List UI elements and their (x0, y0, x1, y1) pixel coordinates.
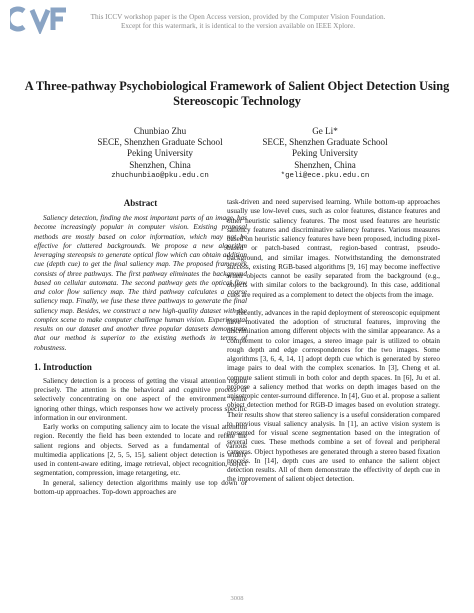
author-name: Chunbiao Zhu (133, 126, 187, 136)
abstract-text: Saliency detection, finding the most important parts of an image, has become increasingly popular in computer vision. Existing proposal methods are mostly based on color information, which may not be effective for cluttered backgrounds. We propose a new algorithm leveraging stereopsis to generate optical flow which can obtain addition cue (depth cue) to get the final saliency map. The proposed framework consists of three pathways. The first pathway eliminates the background based on cellular automata. The second pathway gets the optical flow and color flow saliency map. The third pathway calculates a coarse saliency map. Finally, we fuse these three pathways to generate the final saliency map. Besides, we construct a new high-quality dataset with the complex scene to make computer challenge human vision. Experimental results on our dataset and another three popular datasets demonstrate that our method is superior to the existing methods in terms of robustness. (34, 214, 247, 352)
author-school: SECE, Shenzhen Graduate School (97, 137, 223, 148)
left-column (34, 198, 247, 497)
cvf-logo (10, 4, 86, 34)
right-column (227, 198, 440, 485)
page-number: 3008 (230, 595, 244, 602)
body-paragraph: In general, saliency detection algorithms mainly use top down or bottom-up approaches. Top-down approaches are (34, 478, 247, 496)
author-city: Shenzhen, China (294, 159, 356, 170)
author-name: Ge Li* (312, 126, 338, 136)
author-city: Shenzhen, China (129, 159, 191, 170)
paper-title: A Three-pathway Psychobiological Framework of Salient Object Detection Using Stereoscopic Technology (24, 79, 450, 108)
author-email: zhuchunbiao@pku.edu.cn (111, 171, 209, 180)
watermark-line-2: Except for this watermark, it is identical to the version available on IEEE Xplore. (120, 22, 356, 30)
abstract-heading: Abstract (123, 198, 158, 208)
author-block-1 (70, 126, 250, 182)
author-block-2 (235, 126, 415, 182)
author-university: Peking University (127, 148, 193, 159)
watermark-line-1: This ICCV workshop paper is the Open Access version, provided by the Computer Vision Foundation. (90, 13, 386, 21)
author-school: SECE, Shenzhen Graduate School (262, 137, 388, 148)
body-paragraph: Saliency detection is a process of getting the visual attention region precisely. The attention is the behavioral and cognitive process of selectively concentrating on one aspect of the environment while ignoring other things, which responses how we actively process specific information in our environment. (34, 376, 247, 422)
author-university: Peking University (292, 148, 358, 159)
body-paragraph: task-driven and need supervised learning. While bottom-up approaches usually use low-level cues, such as color features, distance features and other heuristic saliency features. The most used features are heuristic saliency features and discriminative saliency features. Various measures based on heuristic saliency features have been proposed, including pixel-based or patch-based contrast, region-based contrast, pseudo-background, and similar images. Notwithstanding the demonstrated success, existing RGB-based algorithms [9, 16] may become ineffective when objects cannot be easily separated from the background (e.g., objects with similar colors to the background). In this case, additional cues are required as a complement to detect the objects from the image. (227, 198, 440, 299)
section-heading-introduction: 1. Introduction (34, 361, 92, 372)
body-paragraph: Recently, advances in the rapid deployment of stereoscopic equipment have motivated the adoption of structural features, improving the discrimination among different objects with the similar appearance. As a complement to color images, a stereo image pair is utilized to obtain rough depth and edge correspondences for the two images. Some algorithms [3, 6, 4, 14, 1] adopt depth cue which is generated by stereo image pairs to deal with the complex scenarios. In [3], Cheng et al. compute salient stimuli in both color and depth spaces. In [6], Ju et al. propose a saliency method that works on depth images based on the anisotropic center-surround difference. In [4], Guo et al. propose a salient object detection method for RGB-D images based on evolution strategy. Their results show that stereo saliency is a useful consideration compared to previous visual saliency analysis. In [1], an active vision system is presented for visual scene segmentation based on the integration of several cues. These methods combine a set of foveal and peripheral cameras. Object hypotheses are generated through a stereo based fixation process. In [14], depth cues are used to enhance the salient object detection results. All of them demonstrate the effectivity of depth cue in the improvement of salient object detection. (227, 308, 440, 484)
author-email: *geli@ece.pku.edu.cn (280, 171, 370, 180)
body-paragraph: Early works on computing saliency aim to locate the visual attention region. Recently the field has been extended to locate and refine the salient regions and objects. Served as a fundamental of various multimedia applications [2, 5, 5, 15], salient object detection is widely used in content-aware editing, image retrieval, object recognition, object segmentation, compression, image retargeting, etc. (34, 423, 247, 478)
open-access-watermark (88, 13, 388, 31)
